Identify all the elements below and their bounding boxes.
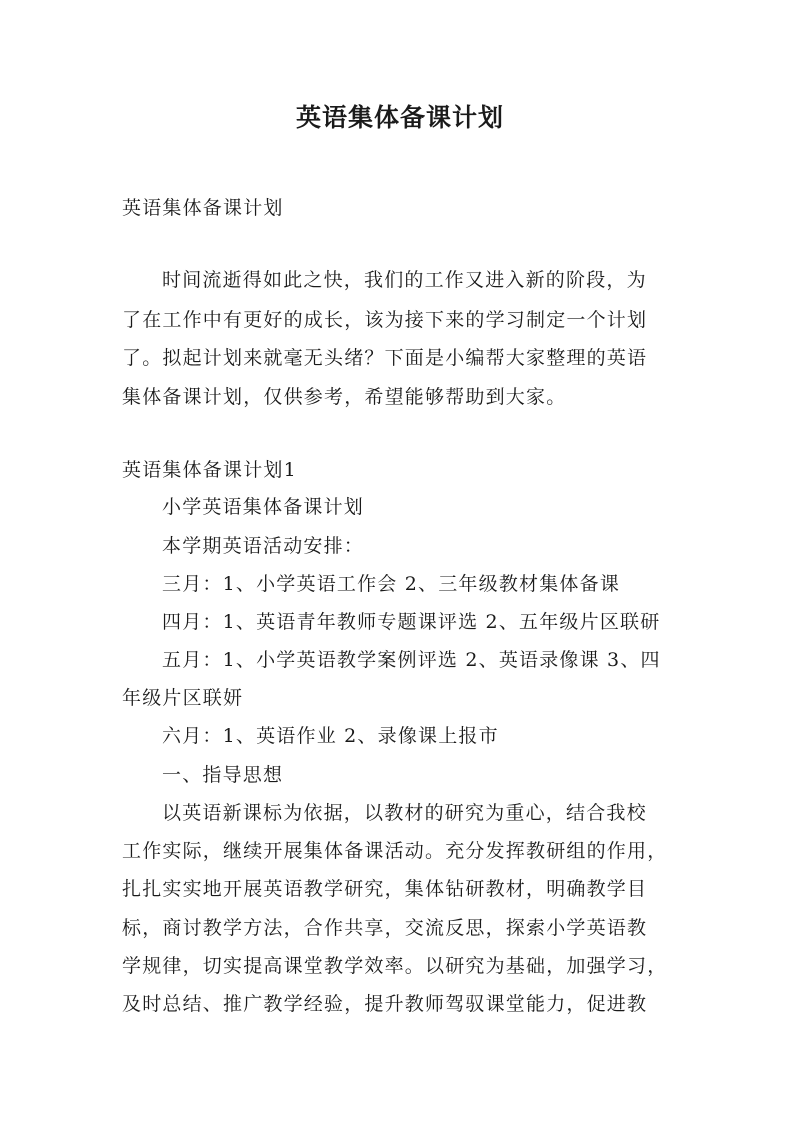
body-line: 年级片区联妍 <box>122 687 244 709</box>
intro-line: 集体备课计划，仅供参考，希望能够帮助到大家。 <box>122 386 567 408</box>
body-line: 小学英语集体备课计划 <box>162 496 365 518</box>
body-line: 标，商讨教学方法，合作共享，交流反思，探索小学英语教 <box>122 917 648 939</box>
document-subtitle: 英语集体备课计划 <box>122 197 284 219</box>
body-line: 五月：1、小学英语教学案例评选 2、英语录像课 3、四 <box>162 649 661 671</box>
body-line: 三月：1、小学英语工作会 2、三年级教材集体备课 <box>162 573 621 595</box>
intro-line: 时间流逝得如此之快，我们的工作又进入新的阶段，为 <box>162 269 647 291</box>
body-line: 六月：1、英语作业 2、录像课上报市 <box>162 725 499 747</box>
heading-guiding-ideology: 一、指导思想 <box>162 764 284 786</box>
intro-line: 了。拟起计划来就毫无头绪？下面是小编帮大家整理的英语 <box>122 347 648 369</box>
body-line: 学规律，切实提高课堂教学效率。以研究为基础，加强学习， <box>122 955 668 977</box>
body-line: 工作实际，继续开展集体备课活动。充分发挥教研组的作用， <box>122 840 668 862</box>
section-heading: 英语集体备课计划1 <box>122 459 297 481</box>
document-title: 英语集体备课计划 <box>295 103 504 132</box>
body-line: 扎扎实实地开展英语教学研究，集体钻研教材，明确教学目 <box>122 878 648 900</box>
intro-line: 了在工作中有更好的成长，该为接下来的学习制定一个计划 <box>122 309 648 331</box>
body-line: 四月：1、英语青年教师专题课评选 2、五年级片区联研 <box>162 611 661 633</box>
body-line: 以英语新课标为依据，以教材的研究为重心，结合我校 <box>162 802 647 824</box>
body-line: 本学期英语活动安排： <box>162 535 365 557</box>
body-line: 及时总结、推广教学经验，提升教师驾驭课堂能力，促进教 <box>122 993 648 1015</box>
